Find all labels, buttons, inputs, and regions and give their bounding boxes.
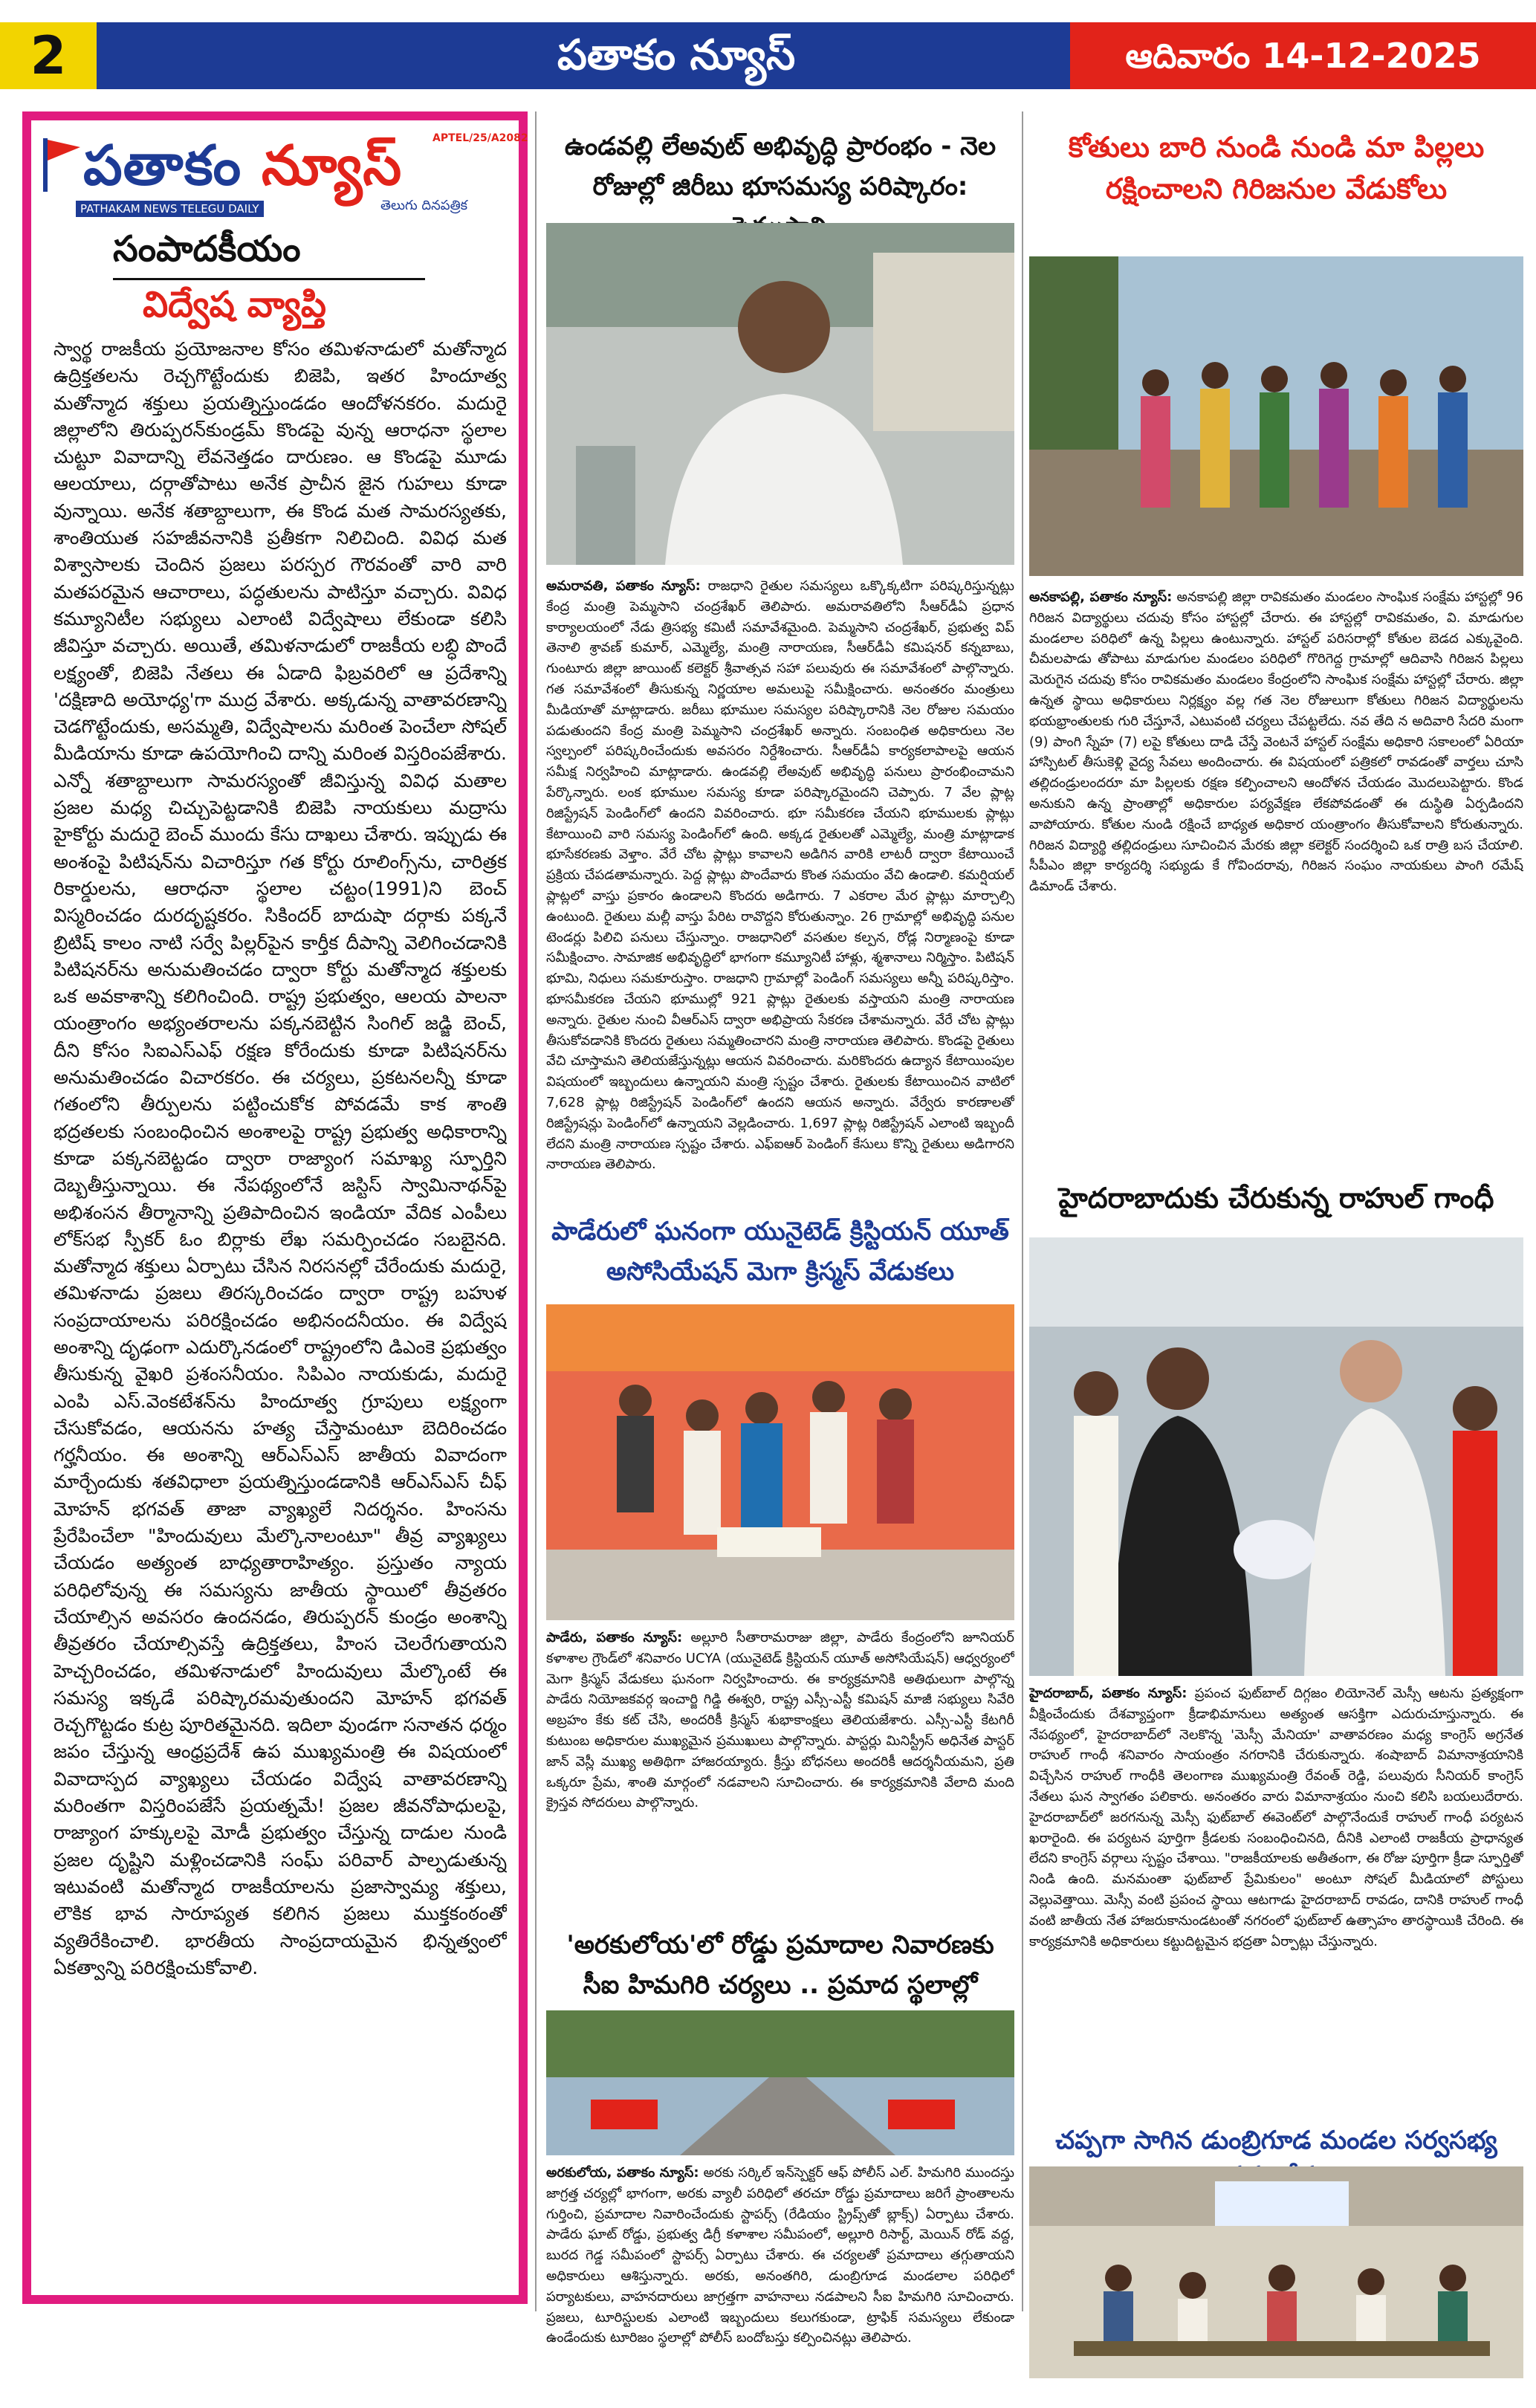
masthead-brand-b: న్యూస్ [261, 134, 403, 198]
story-dateline: అనకాపల్లి, పతాకం న్యూస్: [1029, 589, 1173, 605]
editorial-column [22, 111, 528, 2304]
story-photo-mandal-meeting [1029, 2166, 1523, 2378]
story-headline: పాడేరులో ఘనంగా యునైటెడ్ క్రిస్టియన్ యూత్ అసోసియేషన్ మెగా క్రిస్మస్ వేడుకలు [551, 1217, 1009, 1286]
story-photo-road-stoppers [546, 2010, 1014, 2155]
story-body [546, 1628, 1014, 1936]
editorial-divider [113, 278, 425, 280]
masthead [31, 120, 528, 217]
page-number: 2 [0, 22, 97, 89]
story-text: ప్రపంచ ఫుట్‌బాల్ దిగ్గజం లియోనెల్ మెస్సీ ఆటను ప్రత్యక్షంగా వీక్షించేందుకు దేశవ్యాప్తంగా క్రీడాభిమానులు అత్యంత ఆసక్తిగా ఎదురుచూస్తున్నారు. ఈ నేపథ్యంలో, హైదరాబాద్‌లో నెలకొన్న 'మెస్సీ మేనియా' వాతావరణం మధ్య కాంగ్రెస్ అగ్రనేత రాహుల్ గాంధీ శనివారం సాయంత్రం నగరానికి చేరుకున్నారు. శంషాబాద్ విమానాశ్రయానికి విచ్చేసిన రాహుల్ గాంధీకి తెలంగాణ ముఖ్యమంత్రి రేవంత్ రెడ్డి, పలువురు సీనియర్ కాంగ్రెస్ నేతలు ఘన స్వాగతం పలికారు. అనంతరం వారు విమానాశ్రయం నుంచి కలిసి బయలుదేరారు. హైదరాబాద్‌లో జరగనున్న మెస్సీ ఫుట్‌బాల్ ఈవెంట్‌లో పాల్గొనేందుకే రాహుల్ గాంధీ పర్యటన ఖరారైంది. ఈ పర్యటన పూర్తిగా క్రీడలకు సంబంధించినది, దీనికి ఎలాంటి రాజకీయ ప్రాధాన్యత లేదని కాంగ్రెస్ వర్గాలు స్పష్టం చేశాయి. "రాజకీయాలకు అతీతంగా, ఈ రోజు పూర్తిగా క్రీడా స్ఫూర్తితో నిండి ఉంది. మనమంతా ఫుట్‌బాల్ ప్రేమికులం" అంటూ సోషల్ మీడియాలో పోస్టులు వెల్లువెత్తాయి. మెస్సీ వంటి ప్రపంచ స్థాయి ఆటగాడు హైదరాబాద్ రావడం, దానికి రాహుల్ గాంధీ వంటి జాతీయ నేత హాజరుకానుండటంతో నగరంలో ఫుట్‌బాల్ ఉత్సాహం తారస్థాయికి చేరింది. ఈ కార్యక్రమానికి అధికారులు కట్టుదిట్టమైన భద్రతా ఏర్పాట్లు చేస్తున్నారు. [1029, 1686, 1523, 1949]
page-header [0, 0, 1536, 104]
story-text: అల్లూరి సీతారామరాజు జిల్లా, పాడేరు కేంద్రంలోని జూనియర్ కళాశాల గ్రౌండ్‌లో శనివారం UCYA (యునైటెడ్ క్రిస్టియన్ యూత్ అసోసియేషన్) ఆధ్వర్యంలో మెగా క్రిస్మస్ వేడుకలు ఘనంగా నిర్వహించారు. ఈ కార్యక్రమానికి అతిథులుగా పాల్గొన్న పాడేరు నియోజకవర్గ ఇంచార్జి గిడ్డి ఈశ్వరి, రాష్ట్ర ఎస్సీ-ఎస్టీ కమిషన్ మాజీ సభ్యులు సివేరి అబ్రహం కేకు కట్ చేసి, అందరికీ క్రిస్మస్ శుభాకాంక్షలు తెలియజేశారు. ఎస్సీ-ఎస్టీ కేటగిరీ కుటుంబ అధికారుల ముఖ్యమైన ప్రముఖులు పాల్గొన్నారు. పాస్టర్లు మినిస్ట్రీస్ అధినేత పాస్టర్ జాన్ వెస్లీ ముఖ్య అతిథిగా హాజరయ్యారు. క్రీస్తు బోధనలు అందరికీ ఆదర్శనీయమని, ప్రతి ఒక్కరూ ప్రేమ, శాంతి మార్గంలో నడవాలని సూచించారు. ఈ కార్యక్రమానికి వేలాది మంది క్రైస్తవ సోదరులు పాల్గొన్నారు. [546, 1630, 1014, 1811]
registration-number: APTEL/25/A2082 [432, 132, 528, 144]
editorial-section-title: సంపాదకీయం [113, 228, 301, 270]
story-dateline: అరకులోయ, పతాకం న్యూస్: [546, 2165, 699, 2181]
masthead-flag-icon [39, 135, 83, 195]
story-dateline: అమరావతి, పతాకం న్యూస్: [546, 578, 701, 594]
story-text: అనకాపల్లి జిల్లా రావికమతం మండలం సాంఘిక సంక్షేమ హాస్టల్లో 96 గిరిజన విద్యార్థులు చదువు కోసం హాస్టల్లో చేరారు. ఈ హాస్టల్లో రావికమతం, వి. మాడుగుల మండలాల పరిధిలో ఉన్న పిల్లలు ఉంటున్నారు. హాస్టల్ పరిసరాల్లో కోతుల బెడద ఎక్కువైంది. చీమలపాడు తోపాటు మాడుగుల మండలం పరిధిలో గొరిగెద్ద గ్రామాల్లో ఆదివాసి గిరిజన పిల్లలు మెరుగైన చదువు కోసం రావికమతం మండలం కేంద్రంలోని సాంఘిక సంక్షేమ హాస్టల్లో చేరారు. జిల్లా ఉన్నత స్థాయి అధికారులు నిర్లక్ష్యం వల్ల గత నెల రోజులుగా కోతులు గిరిజన విద్యార్థులను భయభ్రాంతులకు గురి చేస్తూనే, ఎటువంటి చర్యలు చేపట్టలేదు. నవ తేది న అదివారి సేదరి మంగా (9) పాంగి స్నేహ (7) లపై కోతులు దాడి చేస్తే వెంటనే హాస్టల్ సంక్షేమ అధికారి సకాలంలో ఏరియా హాస్పిటల్ తీసుకెళ్లి వైద్య సేవలు అందించారు. ఈ విషయంలో పత్రికలో రావడంతో వార్తలు చూసి తల్లిదండ్రులందరూ మా పిల్లలకు రక్షణ కల్పించాలని ఆందోళన చేయడం మొదలుపెట్టారు. కొండ అనుకుని ఉన్న ప్రాంతాల్లో అధికారుల పర్యవేక్షణ లేకపోవడంతో ఈ దుస్థితి ఏర్పడిందని వాపోయారు. కోతుల నుండి రక్షించే బాధ్యత అధికార యంత్రాంగం తీసుకోవాలని కోరుతున్నారు. గిరిజన విద్యార్థి తల్లిదండ్రులు సూచించిన మేరకు జిల్లా కలెక్టర్ సందర్శించి ఒక రాత్రి బస చేయాలి. సీపీఎం జిల్లా కార్యదర్శి సభ్యుడు కే గోవిందరావు, గిరిజన సంఘం నాయకులు పాంగి రమేష్ డిమాండ్ చేశారు. [1029, 589, 1523, 895]
issue-date: ఆదివారం 14-12-2025 [1070, 22, 1536, 89]
story-photo-press-meet [546, 223, 1014, 565]
story-photo-tribal-women [1029, 256, 1523, 576]
story-dateline: హైదరాబాద్, పతాకం న్యూస్: [1029, 1686, 1187, 1701]
editorial-body: స్వార్థ రాజకీయ ప్రయోజనాల కోసం తమిళనాడులో మతోన్మాద ఉద్రిక్తతలను రెచ్చగొట్టేందుకు బిజెపి, ఇతర హిందూత్వ మతోన్మాద శక్తులు ప్రయత్నిస్తుండడం ఆందోళనకరం. మదురై జిల్లాలోని తిరుప్పరన్‌కుండ్రమ్ కొండపై వున్న ఆరాధనా స్థలాల చుట్టూ వివాదాన్ని లేవనెత్తడం దారుణం. ఆ కొండపై మూడు ఆలయాలు, దర్గాతోపాటు అనేక ప్రాచీన జైన గుహలు కూడా వున్నాయి. అనేక శతాబ్దాలుగా, ఈ కొండ మత సామరస్యతకు, శాంతియుత సహజీవనానికి ప్రతీకగా నిలిచింది. వివిధ మత విశ్వాసాలకు చెందిన ప్రజలు పరస్పర గౌరవంతో వారి వారి మతపరమైన ఆచారాలు, పద్ధతులను పాటిస్తూ వచ్చారు. వివిధ కమ్యూనిటీల సభ్యులు ఎలాంటి విద్వేషాలు లేకుండా కలిసి జీవిస్తూ వచ్చారు. అయితే, తమిళనాడులో రాజకీయ లబ్ధి పొందే లక్ష్యంతో, బిజెపి నేతలు ఈ ఏడాది ఫిబ్రవరిలో ఆ ప్రదేశాన్ని 'దక్షిణాది అయోధ్య'గా ముద్ర వేశారు. అక్కడున్న వాతావరణాన్ని చెడగొట్టేందుకు, అసమ్మతి, విద్వేషాలను మరింత పెంచేలా సోషల్ మీడియాను కూడా ఉపయోగించి దాన్ని మరింత విస్తరింపజేశారు. ఎన్నో శతాబ్దాలుగా సామరస్యంతో జీవిస్తున్న వివిధ మతాల ప్రజల మధ్య చిచ్చుపెట్టడానికి బిజెపి నాయకులు మద్రాసు హైకోర్టు మదురై బెంచ్ ముందు కేసు దాఖలు చేశారు. ఇప్పుడు ఈ అంశంపై పిటిషన్‌ను విచారిస్తూ గత కోర్టు రూలింగ్స్‌ను, చారిత్రక రికార్డులను, ఆరాధనా స్థలాల చట్టం(1991)ని బెంచ్ విస్మరించడం దురదృష్టకరం. సికిందర్ బాదుషా దర్గాకు పక్కనే బ్రిటిష్ కాలం నాటి సర్వే పిల్లర్‌పైన కార్తీక దీపాన్ని వెలిగించడానికి పిటిషనర్‌ను అనుమతించడం ద్వారా కోర్టు మతోన్మాద శక్తులకు ఒక అవకాశాన్ని కలిగించింది. రాష్ట్ర ప్రభుత్వం, ఆలయ పాలనా యంత్రాంగం అభ్యంతరాలను పక్కనబెట్టిన సింగిల్ జడ్జి బెంచ్, దీని కోసం సిఐఎస్‌ఎఫ్ రక్షణ కోరేందుకు కూడా పిటిషనర్‌ను అనుమతించడం విచారకరం. ఈ చర్యలు, ప్రకటనలన్నీ కూడా గతంలోని తీర్పులను పట్టించుకోక పోవడమే కాక శాంతి భద్రతలకు సంబంధించిన అంశాలపై రాష్ట్ర ప్రభుత్వ అధికారాన్ని కూడా పక్కనబెట్టడం ద్వారా రాజ్యాంగ సమాఖ్య స్ఫూర్తిని దెబ్బతీస్తున్నాయి. ఈ నేపథ్యంలోనే జస్టిస్ స్వామినాథన్‌పై అభిశంసన తీర్మానాన్ని ప్రతిపాదించిన ఇండియా వేదిక ఎంపీలు లోక్‌సభ స్పీకర్ ఓం బిర్లాకు లేఖ సమర్పించడం సబబైనది. మతోన్మాద శక్తులు ఏర్పాటు చేసిన నిరసనల్లో చేరేందుకు మదురై, తమిళనాడు ప్రజలు తిరస్కరించడం ద్వారా రాష్ట్ర బహుళ సంప్రదాయాలను పరిరక్షించడం అభినందనీయం. ఈ విద్వేష అంశాన్ని దృఢంగా ఎదుర్కొనడంలో రాష్ట్రంలోని డిఎంకె ప్రభుత్వం తీసుకున్న వైఖరి ప్రశంసనీయం. సిపిఎం నాయకుడు, మదురై ఎంపి ఎస్.వెంకటేశన్‌ను హిందూత్వ గ్రూపులు లక్ష్యంగా చేసుకోవడం, ఆయనను హత్య చేస్తామంటూ బెదిరించడం గర్హనీయం. ఈ అంశాన్ని ఆర్‌ఎస్‌ఎస్ జాతీయ వివాదంగా మార్చేందుకు శతవిధాలా ప్రయత్నిస్తుండడానికి ఆర్‌ఎస్‌ఎస్ చీఫ్ మోహన్ భగవత్ తాజా వ్యాఖ్యలే నిదర్శనం. హింసను ప్రేరేపించేలా "హిందువులు మేల్కొనాలంటూ" తీవ్ర వ్యాఖ్యలు చేయడం అత్యంత బాధ్యతారాహిత్యం. ప్రస్తుతం న్యాయ పరిధిలోవున్న ఈ సమస్యను జాతీయ స్థాయిలో తీవ్రతరం చేయాల్సిన అవసరం ఉందనడం, తిరుప్పరన్ కుండ్రం అంశాన్ని తీవ్రతరం చేయాల్సివస్తే ఉద్రిక్తతలు, హింస చెలరేగుతాయని హెచ్చరించడం, తమిళనాడులో హిందువులు మేల్కొంటే ఈ సమస్య ఇక్కడే పరిష్కారమవుతుందని మోహన్ భగవత్ రెచ్చగొట్టడం కుట్ర పూరితమైనది. ఇదిలా వుండగా సనాతన ధర్మం జపం చేస్తున్న ఆంధ్రప్రదేశ్ ఉప ముఖ్యమంత్రి ఈ విషయంలో వివాదాస్పద వ్యాఖ్యలు చేయడం విద్వేష వాతావరణాన్ని మరింతగా విస్తరింపజేసే ప్రయత్నమే! ప్రజల జీవనోపాధులపై, రాజ్యాంగ హక్కులపై మోడీ ప్రభుత్వం చేస్తున్న దాడుల నుండి ప్రజల దృష్టిని మళ్లించడానికి సంఘ్ పరివార్ పాల్పడుతున్న ఇటువంటి మతోన్మాద రాజకీయాలను ప్రజాస్వామ్య శక్తులు, లౌకిక భావ సారూప్యత కలిగిన ప్రజలు ముక్తకంఠంతో వ్యతిరేకించాలి. భారతీయ సాంప్రదాయమైన భిన్నత్వంలో ఏకత్వాన్ని పరిరక్షించుకోవాలి. [54, 338, 507, 1978]
column-divider [1022, 111, 1023, 2311]
masthead-brand-a: పతాకం [83, 134, 242, 198]
story-photo-airport-welcome [1029, 1237, 1523, 1676]
story-dateline: పాడేరు, పతాకం న్యూస్: [546, 1630, 683, 1645]
story-body [1029, 587, 1523, 1182]
paper-name-banner: పతాకం న్యూస్ [97, 22, 1070, 89]
story-text: అరకు సర్కిల్ ఇన్‌స్పెక్టర్ ఆఫ్ పోలీస్ ఎల్. హిమగిరి ముందస్తు జాగ్రత్త చర్యల్లో భాగంగా, అరకు వ్యాలీ పరిధిలో తరచూ రోడ్డు ప్రమాదాలు జరిగే ప్రాంతాలను గుర్తించి, ప్రమాదాల నివారించేందుకు స్టాపర్స్ (రేడియం స్ట్రిప్స్‌తో బ్లాక్స్) ఏర్పాటు చేశారు. పాడేరు ఘాట్ రోడ్డు, ప్రభుత్వ డిగ్రీ కళాశాల సమీపంలో, అల్లూరి రిసార్ట్, మెయిన్ రోడ్ వద్ద, బురద గెడ్డ సమీపంలో స్టాపర్స్ ఏర్పాటు చేశారు. ఈ చర్యలతో ప్రమాదాలు తగ్గుతాయని అధికారులు ఆశిస్తున్నారు. అరకు, అనంతగిరి, డుంబ్రిగూడ మండలాల పరిధిలో పర్యాటకులు, వాహనదారులు జాగ్రత్తగా వాహనాలు నడపాలని సీఐ హిమగిరి సూచించారు. ప్రజలు, టూరిస్టులకు ఎలాంటి ఇబ్బందులు కలుగకుండా, ట్రాఫిక్ సమస్యలు లేకుండా ఉండేందుకు టూరిజం స్థలాల్లో పోలీస్ బందోబస్తు కల్పించినట్లు తెలిపారు. [546, 2165, 1014, 2346]
story-headline: 'అరకులోయ'లో రోడ్డు ప్రమాదాల నివారణకు సీఐ హిమగిరి చర్యలు .. ప్రమాద స్థలాల్లో [566, 1930, 994, 2000]
story-headline: చప్పగా సాగిన డుంబ్రిగూడ మండల సర్వసభ్య [1055, 2126, 1497, 2155]
story-headline: ఉండవల్లి లేఅవుట్ అభివృద్ధి ప్రారంభం - నెల రోజుల్లో జిరీబు భూసమస్య పరిష్కారం: [564, 132, 997, 201]
column-divider [535, 111, 537, 2311]
story-headline: కోతులు బారి నుండి నుండి మా పిల్లలు రక్షించాలని గిరిజనుల వేడుకోలు [1068, 131, 1485, 205]
story-text: రాజధాని రైతుల సమస్యలు ఒక్కొక్కటిగా పరిష్కరిస్తున్నట్లు కేంద్ర మంత్రి పెమ్మసాని చంద్రశేఖర్ తెలిపారు. అమరావతిలోని సీఆర్‌డీఏ ప్రధాన కార్యాలయంలో నేడు త్రిసభ్య కమిటీ సమావేశమైంది. పెమ్మసాని చంద్రశేఖర్, ప్రభుత్వ విప్ తెనాలి శ్రావణ్ కుమార్, ఎమ్మెల్యే, మంత్రి నారాయణ, సీఆర్‌డీఏ కమిషనర్ కన్నబాబు, గుంటూరు జిల్లా జాయింట్ కలెక్టర్ శ్రీవాత్సవ సహా పలువురు ఈ సమావేశంలో పాల్గొన్నారు. గత సమావేశంలో తీసుకున్న నిర్ణయాల అమలుపై సమీక్షించారు. అనంతరం మంత్రులు మీడియాతో మాట్లాడారు. జరీబు భూముల సమస్యల పరిష్కారానికి నెల రోజుల సమయం పడుతుందని కేంద్ర మంత్రి పెమ్మసాని చంద్రశేఖర్ అన్నారు. సంబంధిత అధికారులు నెల స్వల్పంలో పరిష్కరించేందుకు అవసరం నిర్దేశించారు. సీఆర్‌డీఏ కార్యకలాపాలపై ఆయన సమీక్ష నిర్వహించి మాట్లాడారు. ఉండవల్లి లేఅవుట్ అభివృద్ధి పనులు ప్రారంభించామని పేర్కొన్నారు. లంక భూముల సమస్య కూడా పరిష్కారమైందని చెప్పారు. 7 వేల ప్లాట్ల రిజిస్ట్రేషన్ పెండింగ్‌లో ఉందని వివరించారు. భూ సమీకరణ చేయని భూములకు ప్లాట్లు కేటాయించి వారి సమస్య పెండింగ్‌లో ఉంది. అక్కడ రైతులతో ఎమ్మెల్యే, మంత్రి మాట్లాడాక భూసేకరణకు వెళ్తాం. వేరే చోట ప్లాట్లు కావాలని అడిగిన వారికి లాటరీ ద్వారా కేటాయించే ప్రక్రియ చేపడతామన్నారు. పెద్ద ప్లాట్లు పొందేవారు కొంత సమయం వేచి ఉండాలి. కమర్షియల్ ప్లాట్లలో వాస్తు ప్రకారం ఉండాలని కొందరు అడిగారు. 7 ఎకరాల మేర ప్లాట్లు మార్చాల్సి ఉంటుంది. రైతులు మల్లీ వాస్తు పేరిట రావొద్దని కోరుతున్నాం. 26 గ్రామాల్లో అభివృద్ధి పనుల టెండర్లు పిలిచి పనులు చేస్తున్నాం. రాజధానిలో వసతుల కల్పన, రోడ్ల నిర్మాణంపై కూడా సమీక్షించాం. సామాజిక అభివృద్ధిలో భాగంగా కమ్యూనిటీ హాళ్లు, శ్మశానాలు నిర్మిస్తాం. పిటిషన్ భూమి, నిధులు సమకూరుస్తాం. రాజధాని గ్రామాల్లో పెండింగ్ సమస్యలు అన్నీ పరిష్కరిస్తాం. భూసమీకరణ చేయని భూముల్లో 921 ప్లాట్లు రైతులకు వస్తాయని మంత్రి నారాయణ అన్నారు. రైతుల నుంచి వీఆర్‌ఎస్ ద్వారా అభిప్రాయ సేకరణ చేశామన్నారు. వేరే చోట ప్లాట్లు తీసుకోవడానికి కొందరు రైతులు సమ్మతించారని మంత్రి నారాయణ తెలిపారు. కొండపై రైతులు వేచి చూస్తామని తెలియజేస్తున్నట్లు ఆయన వివరించారు. మరికొందరు ఉద్యాన కేటాయింపుల విషయంలో ఇబ్బందులు ఉన్నాయని మంత్రి స్పష్టం చేశారు. రైతులకు కేటాయించిన వాటిలో 7,628 ప్లాట్ల రిజిస్ట్రేషన్ పెండింగ్‌లో ఉందని ఆయన అన్నారు. వేర్వేరు కారణాలతో రిజిస్ట్రేషన్లు పెండింగ్‌లో ఉన్నాయని వెల్లడించారు. 1,697 ప్లాట్ల రిజిస్ట్రేషన్ ఎలాంటి ఇబ్బందీ లేదని మంత్రి నారాయణ స్పష్టం చేశారు. ఎఫ్ఐఆర్ పెండింగ్ కేసులు కొన్ని రైతులు అడిగారని నారాయణ తెలిపారు. [546, 578, 1014, 1173]
masthead-sub-telugu: తెలుగు దినపత్రిక [380, 198, 468, 213]
masthead-brand [83, 134, 402, 211]
story-body [1029, 1683, 1523, 2126]
editorial-headline: విద్వేష వ్యాప్తి [143, 284, 327, 326]
story-body [546, 576, 1014, 1230]
story-body [546, 2163, 1014, 2408]
story-headline: హైదరాబాదుకు చేరుకున్న రాహుల్ గాంధీ [1058, 1182, 1494, 1214]
masthead-sub-english: PATHAKAM NEWS TELEGU DAILY [76, 201, 264, 217]
story-photo-christmas-event [546, 1304, 1014, 1620]
